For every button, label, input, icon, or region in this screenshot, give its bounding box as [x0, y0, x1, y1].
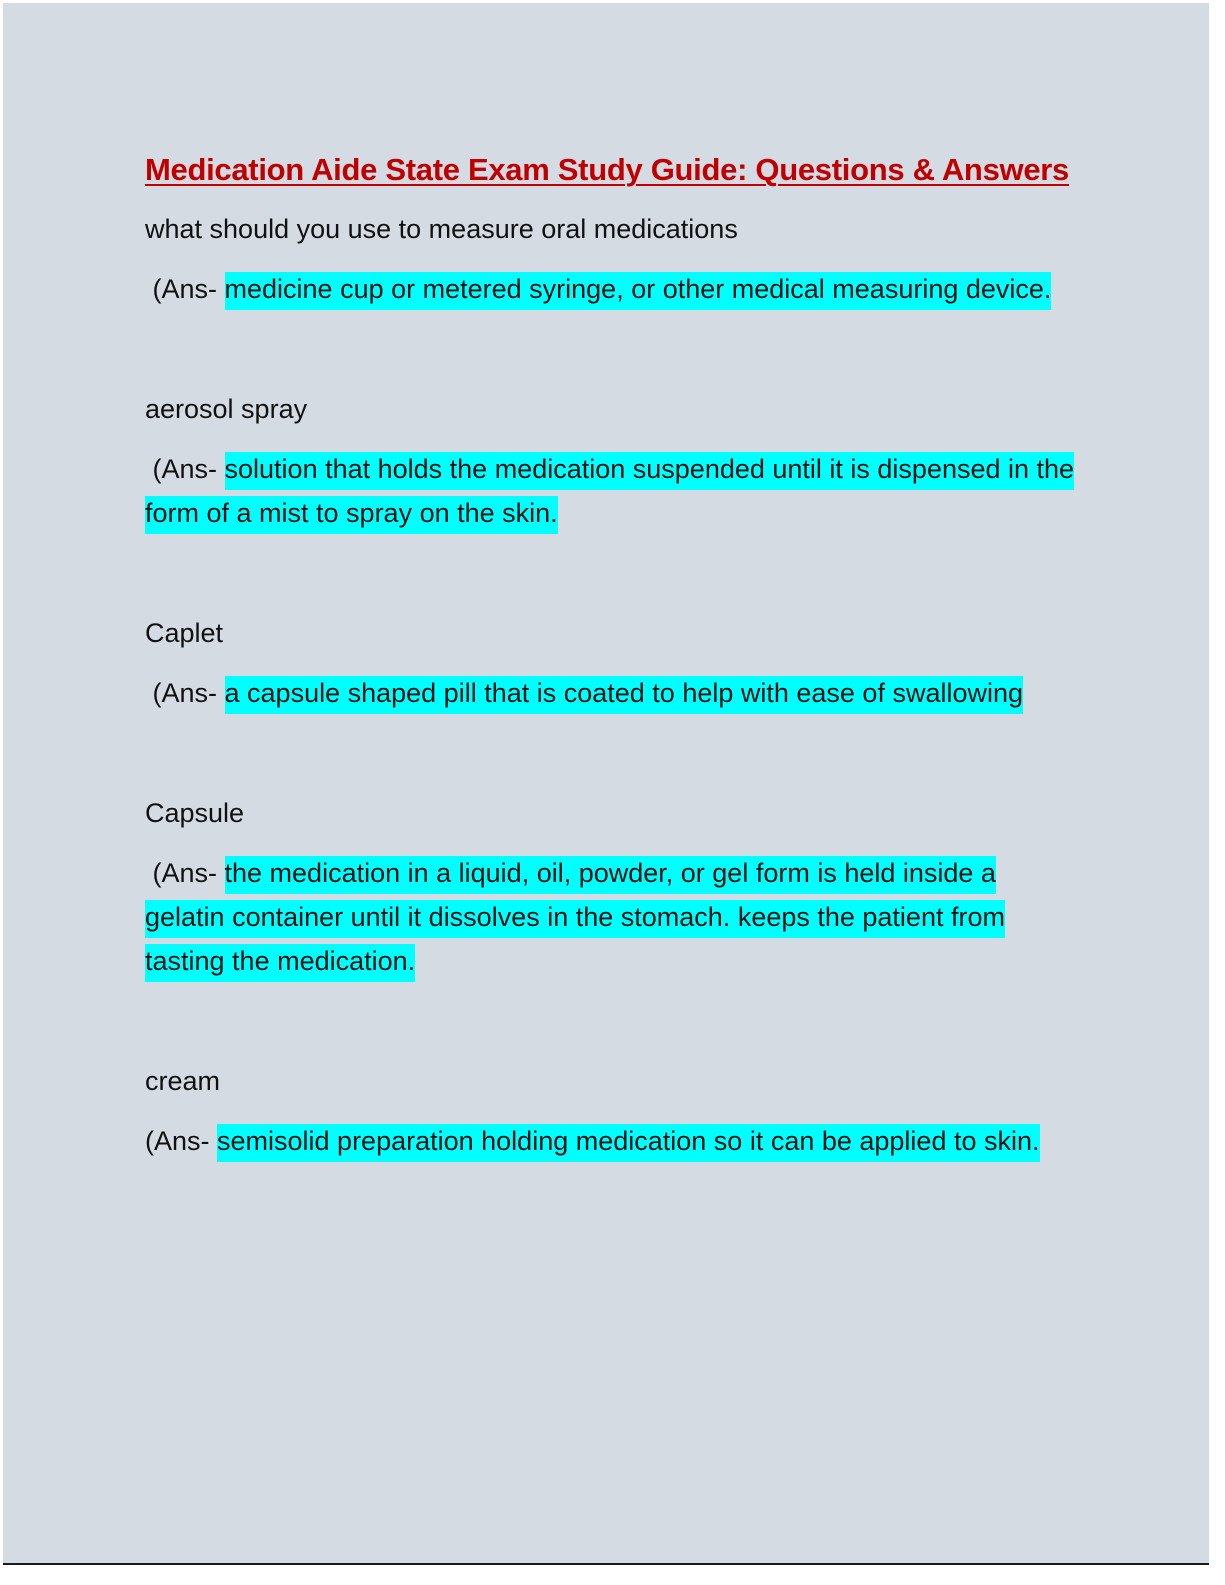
answer-line: [145, 447, 1075, 535]
answer-line: [145, 1119, 1075, 1163]
qa-item: [145, 611, 1075, 715]
answer-prefix: (Ans-: [145, 454, 225, 484]
answer-line: [145, 671, 1075, 715]
answer-highlight: medicine cup or metered syringe, or other medical measuring device.: [225, 272, 1052, 310]
question-text: Caplet: [145, 618, 224, 648]
qa-item: [145, 1059, 1075, 1163]
answer-highlight: solution that holds the medication suspended until it is dispensed in the form of a mist to spray on the skin.: [145, 452, 1074, 534]
answer-prefix: (Ans-: [145, 678, 225, 708]
document-title: Medication Aide State Exam Study Guide: Questions & Answers: [145, 152, 1069, 187]
answer-highlight: a capsule shaped pill that is coated to help with ease of swallowing: [225, 676, 1024, 714]
answer-prefix: (Ans-: [145, 274, 225, 304]
answer-prefix: (Ans-: [145, 858, 225, 888]
question-text: what should you use to measure oral medications: [145, 214, 738, 244]
answer-line: [145, 851, 1075, 983]
answer-prefix: (Ans-: [145, 1126, 218, 1156]
qa-item: [145, 791, 1075, 983]
question-text: aerosol spray: [145, 394, 308, 424]
qa-item: [145, 387, 1075, 535]
question-text: cream: [145, 1066, 221, 1096]
document-page: [3, 3, 1209, 1565]
document-content: [145, 145, 1075, 1163]
answer-highlight: the medication in a liquid, oil, powder, or gel form is held inside a gelatin container until it dissolves in the stomach. keeps the patient from tasting the medication.: [145, 856, 1005, 982]
answer-highlight: semisolid preparation holding medication so it can be applied to skin.: [217, 1124, 1040, 1162]
question-text: Capsule: [145, 798, 245, 828]
qa-item: [145, 207, 1075, 311]
answer-line: [145, 267, 1075, 311]
